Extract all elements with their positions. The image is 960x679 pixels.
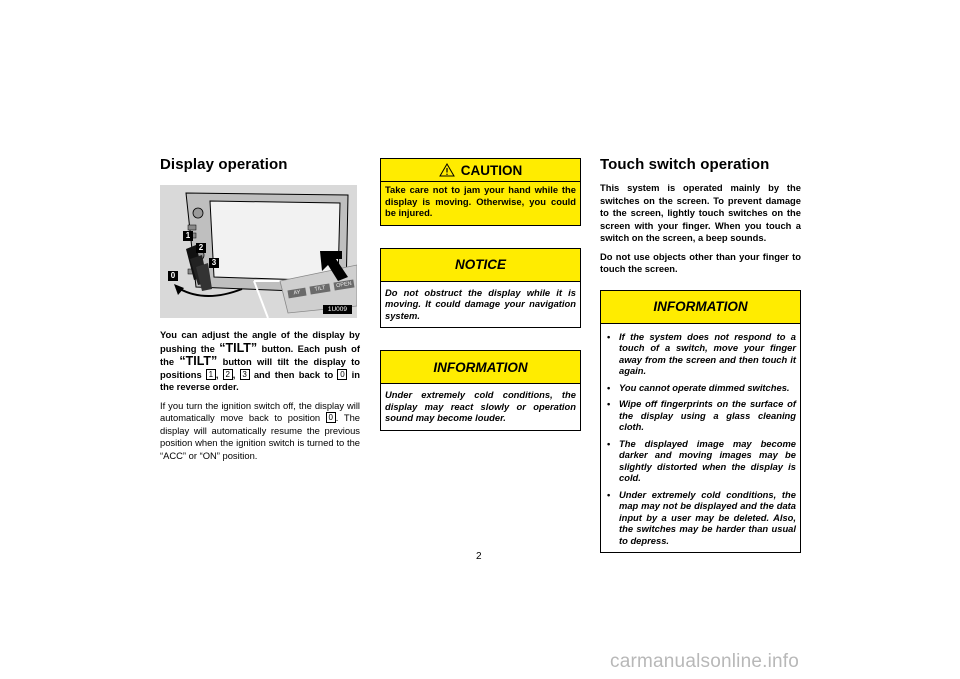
notices-column	[380, 158, 581, 453]
position-key-1: 1	[206, 369, 216, 380]
display-operation-section	[160, 156, 360, 462]
notice-text: Do not obstruct the display while it is moving. It could damage your navigation system.	[385, 286, 576, 321]
list-item: • If the system does not respond to a touch of a switch, move your finger away from the screen and then touch it again.	[607, 330, 796, 376]
tilt-sep-2: ,	[232, 368, 240, 380]
tilt-text-d: and then back to	[249, 368, 338, 380]
tilt-text-c: button will tilt the display to positions	[160, 356, 360, 380]
information-list	[605, 331, 796, 547]
page-number: 2	[476, 551, 482, 562]
callout-1: 1	[183, 231, 193, 241]
information-text-1: Under extremely cold conditions, the display may react slowly or operation sound may become louder.	[385, 389, 576, 423]
display-operation-heading: Display operation	[160, 156, 288, 173]
position-key-3: 3	[240, 369, 250, 380]
list-item: • The displayed image may become darker and moving images may be slightly distorted when the display is cold.	[607, 437, 796, 483]
information-title-1: INFORMATION	[381, 351, 580, 384]
tilt-sep-1: ,	[215, 368, 223, 380]
ignition-position-key-0: 0	[326, 412, 336, 423]
information-box-touch	[600, 290, 801, 554]
inset-button-tilt: TILT	[309, 283, 330, 294]
caution-title: CAUTION	[460, 162, 523, 178]
watermark: carmanualsonline.info	[610, 651, 800, 672]
caution-header	[381, 159, 580, 181]
display-tilt-illustration	[160, 185, 357, 318]
notice-box	[380, 248, 581, 329]
caution-text: Take care not to jam your hand while the display is moving. Otherwise, you could be injured.	[381, 182, 580, 225]
tilt-label-2: “TILT”	[179, 354, 218, 368]
touch-switch-paragraph-2: Do not use objects other than your finger to touch the screen.	[600, 250, 801, 274]
tilt-text-e: in the reverse order.	[160, 368, 361, 392]
notice-title: NOTICE	[381, 249, 580, 282]
warning-triangle-icon	[439, 163, 455, 177]
callout-3: 3	[209, 258, 219, 268]
tilt-instructions	[160, 329, 360, 394]
information-title-2: INFORMATION	[601, 291, 800, 324]
callout-2: 2	[196, 243, 206, 253]
position-key-0: 0	[337, 369, 347, 380]
touch-switch-section	[600, 156, 801, 575]
tilt-text-a: You can adjust the angle of the display by pushing the	[160, 329, 360, 354]
caution-box	[380, 158, 581, 226]
tilt-label-1: “TILT”	[219, 340, 258, 355]
inset-button-ay: AY	[287, 288, 306, 299]
ignition-text-a: If you turn the ignition switch off, the display will automatically move back to position	[160, 399, 360, 423]
list-item: • Wipe off fingerprints on the surface of the display using a glass cleaning cloth.	[607, 398, 796, 432]
list-item: • Under extremely cold conditions, the map may not be displayed and the data input by a user may be deleted. Also, the switches may be harder than usual to depress.	[607, 488, 796, 546]
tilt-text-b: button. Each push of the	[160, 342, 360, 367]
information-box-cold	[380, 350, 581, 431]
touch-switch-paragraph-1: This system is operated mainly by the switches on the screen. To prevent damage to the screen, lightly touch switches on the screen with your finger. When you touch a switch on the screen, a beep sounds.	[600, 182, 801, 243]
callout-0: 0	[168, 271, 178, 281]
position-key-2: 2	[223, 369, 233, 380]
touch-switch-heading: Touch switch operation	[600, 156, 770, 173]
list-item: • You cannot operate dimmed switches.	[607, 381, 790, 393]
figure-code: 1U009	[323, 305, 352, 314]
ignition-paragraph	[160, 400, 360, 463]
ignition-text-b: . The display will automatically resume the previous position when the ignition switch is turned to the “ACC” or “ON” position.	[160, 412, 360, 461]
inset-button-open: OPEN	[333, 279, 354, 290]
display-tilt-figure	[160, 185, 357, 318]
